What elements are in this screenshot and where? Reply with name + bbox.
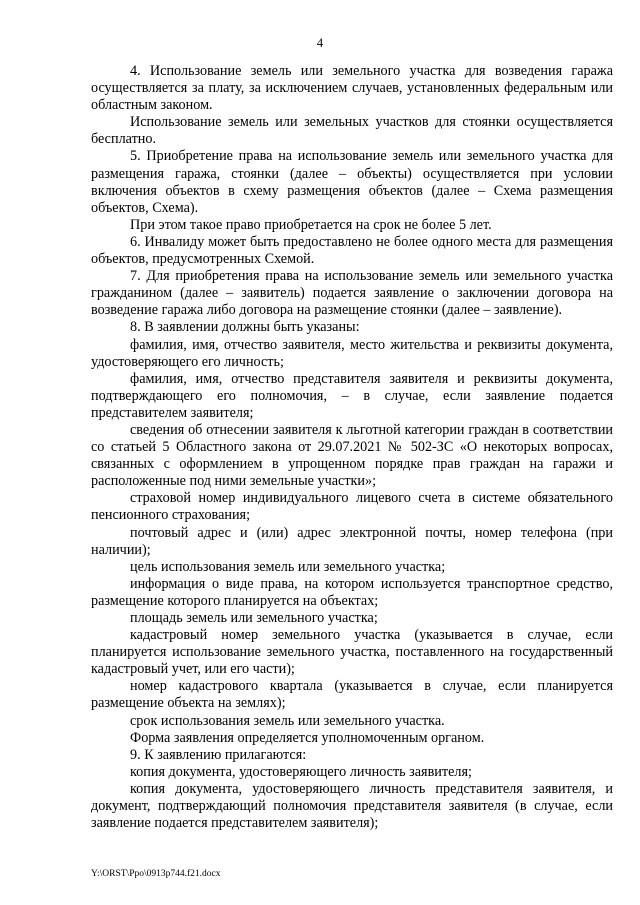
paragraph: копия документа, удостоверяющего личность представителя заявителя, и документ, подтверждающий полномочия представителя заявителя (в случае, если заявление подается представителем заявителя); <box>91 780 613 832</box>
paragraph: Использование земель или земельных участков для стоянки осуществляется бесплатно. <box>91 114 613 148</box>
paragraph: информация о виде права, на котором используется транспортное средство, размещение которого планируется на объектах; <box>91 575 613 609</box>
paragraph: Форма заявления определяется уполномоченным органом. <box>130 729 485 746</box>
paragraph: кадастровый номер земельного участка (указывается в случае, если планируется использование земельного участка, поставленного на государственный кадастровый учет, или его части); <box>91 627 613 678</box>
paragraph: номер кадастрового квартала (указывается в случае, если планируется размещение объекта на землях); <box>91 678 613 712</box>
paragraph: почтовый адрес и (или) адрес электронной почты, номер телефона (при наличии); <box>91 524 613 558</box>
paragraph: 9. К заявлению прилагаются: <box>130 746 307 763</box>
paragraph: фамилия, имя, отчество заявителя, место жительства и реквизиты документа, удостоверяющего его личность; <box>91 336 613 370</box>
file-path-footer: Y:\ORST\Ppo\0913p744.f21.docx <box>91 869 221 879</box>
paragraph: 4. Использование земель или земельного участка для возведения гаража осуществляется за плату, за исключением случаев, установленных федеральным или областным законом. <box>91 63 613 114</box>
paragraph: копия документа, удостоверяющего личность заявителя; <box>130 763 472 780</box>
paragraph: 7. Для приобретения права на использование земель или земельного участка гражданином (далее – заявитель) подается заявление о заключении договора на возведение гаража либо договора на размещение стоянки (далее – заявление). <box>91 268 613 319</box>
paragraph: 5. Приобретение права на использование земель или земельного участка для размещения гаража, стоянки (далее – объекты) осуществляется при условии включения объектов в схему размещения объектов (далее – Схема размещения объектов, Схема). <box>91 148 613 216</box>
paragraph: 6. Инвалиду может быть предоставлено не более одного места для размещения объектов, предусмотренных Схемой. <box>91 233 613 268</box>
paragraph: фамилия, имя, отчество представителя заявителя и реквизиты документа, подтверждающего его полномочия, – в случае, если заявление подается представителем заявителя; <box>91 370 613 421</box>
paragraph: площадь земель или земельного участка; <box>130 610 378 626</box>
paragraph: При этом такое право приобретается на срок не более 5 лет. <box>130 216 492 233</box>
document-body <box>91 63 613 832</box>
paragraph: сведения об отнесении заявителя к льготной категории граждан в соответствии со статьей 5 Областного закона от 29.07.2021 № 502-ЗС «О некоторых вопросах, связанных с оформлением в упрощенном порядке прав граждан на гаражи и расположенные под ними земельные участки»; <box>91 421 613 490</box>
paragraph: страховой номер индивидуального лицевого счета в системе обязательного пенсионного страхования; <box>91 490 613 524</box>
paragraph: срок использования земель или земельного участка. <box>130 712 445 729</box>
paragraph: цель использования земель или земельного участка; <box>130 558 446 575</box>
paragraph: 8. В заявлении должны быть указаны: <box>130 319 360 336</box>
page-number: 4 <box>316 36 324 50</box>
